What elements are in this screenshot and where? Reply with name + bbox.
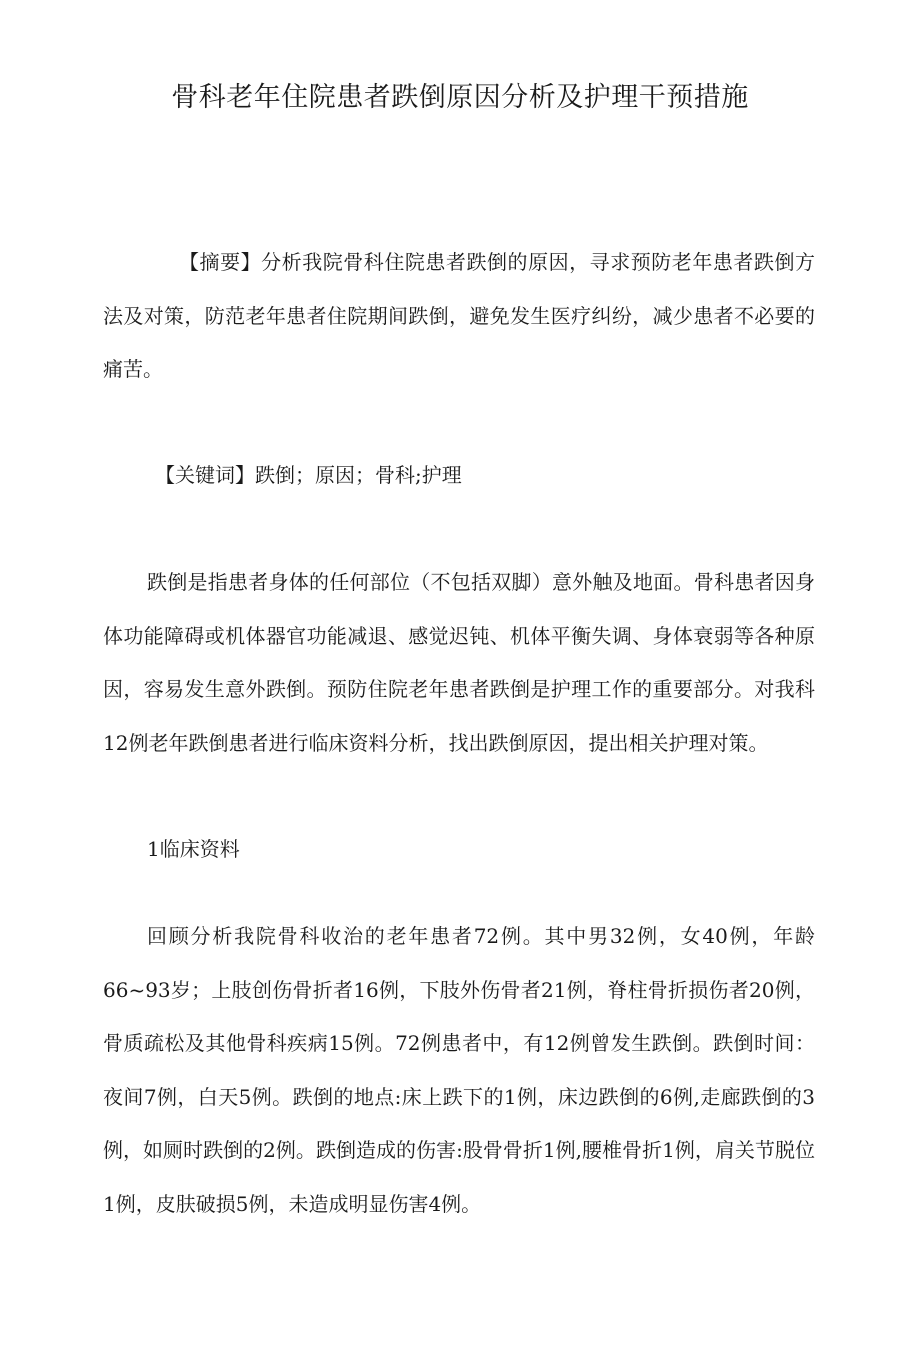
section-heading-clinical: 1临床资料 (147, 837, 240, 861)
abstract-paragraph: 【摘要】分析我院骨科住院患者跌倒的原因，寻求预防老年患者跌倒方法及对策，防范老年患者住院期间跌倒，避免发生医疗纠纷，减少患者不必要的痛苦。 (103, 250, 815, 381)
intro-paragraph: 跌倒是指患者身体的任何部位（不包括双脚）意外触及地面。骨科患者因身体功能障碍或机体器官功能减退、感觉迟钝、机体平衡失调、身体衰弱等各种原因，容易发生意外跌倒。预防住院老年患者跌倒是护理工作的重要部分。对我科12例老年跌倒患者进行临床资料分析，找出跌倒原因，提出相关护理对策。 (103, 570, 815, 755)
keywords-paragraph: 【关键词】跌倒；原因；骨科;护理 (155, 463, 462, 487)
document-title: 骨科老年住院患者跌倒原因分析及护理干预措施 (171, 82, 749, 113)
clinical-data-paragraph: 回顾分析我院骨科收治的老年患者72例。其中男32例，女40例，年龄66~93岁；上肢创伤骨折者16例，下肢外伤骨者21例，脊柱骨折损伤者20例，骨质疏松及其他骨科疾病15例。72例患者中，有12例曾发生跌倒。跌倒时间：夜间7例，白天5例。跌倒的地点:床上跌下的1例，床边跌倒的6例,走廊跌倒的3例，如厕时跌倒的2例。跌倒造成的伤害:股骨骨折1例,腰椎骨折1例，肩关节脱位1例，皮肤破损5例，未造成明显伤害4例。 (103, 924, 815, 1216)
